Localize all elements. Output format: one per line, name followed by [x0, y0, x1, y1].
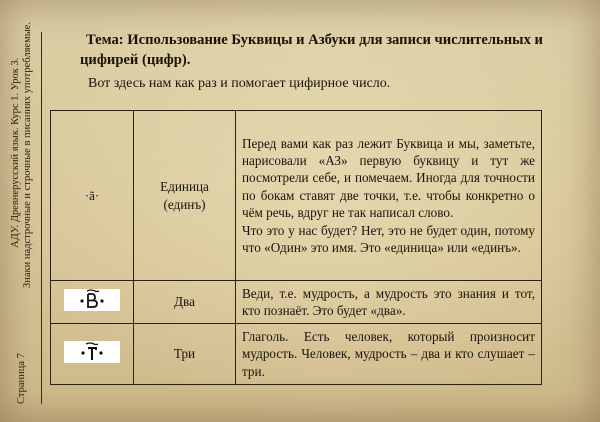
numerals-table: [50, 110, 542, 385]
glyph-az: ·ã·: [84, 187, 100, 203]
numeral-name: Два: [174, 294, 195, 310]
intro-paragraph: Вот здесь нам как раз и помогает цифирное число.: [88, 76, 391, 91]
table-row: [51, 324, 542, 385]
page-title: Тема: Использование Буквицы и Азбуки для записи числительных и цифирей (цифр).: [80, 32, 543, 68]
table-row: [51, 111, 542, 281]
titled-letter-vedi-icon: [64, 289, 120, 311]
titled-letter-glagol-icon: [64, 341, 120, 363]
description-text: Перед вами как раз лежит Буквица и мы, заметьте, нарисовали «АЗ» первую буквицу и тут же посмотрели себе, и помечаем. Иногда для точности по бокам ставят две точки, т.е. чтобы конкретно о чём речь, вдруг не так написал слово.: [242, 135, 535, 221]
numeral-name: Единица: [160, 179, 209, 195]
description-cell: [236, 111, 542, 281]
description-text: Что это у нас будет? Нет, это не будет один, потому что «Один» это имя. Это «единица» или «единъ».: [242, 222, 535, 256]
sidebar-course: АДУ. Древнерусский язык. Курс 1. Урок 3.: [10, 57, 21, 248]
numeral-name-cell: [134, 324, 236, 385]
numeral-name: Три: [173, 346, 196, 362]
sidebar-divider: [41, 32, 42, 404]
numeral-name-cell: [134, 281, 236, 324]
numeral-name-old: (единъ): [163, 196, 206, 212]
description-cell: [236, 324, 542, 385]
page-number: Страница 7: [16, 353, 27, 404]
glyph-cell: [51, 281, 134, 324]
table-row: [51, 281, 542, 324]
glyph-cell: [51, 111, 134, 281]
numeral-name-cell: [134, 111, 236, 281]
description-cell: [236, 281, 542, 324]
sidebar-topic: Знаки надстрочные и строчные в писаниях употребляемые.: [22, 21, 33, 288]
description-text: Веди, т.е. мудрость, а мудрость это знания и тот, кто познаёт. Это будет «два».: [242, 285, 535, 318]
glyph-cell: [51, 324, 134, 385]
description-text: Глаголь. Есть человек, который произносит мудрость. Человек, мудрость – два и кто слушает – три.: [242, 328, 535, 379]
